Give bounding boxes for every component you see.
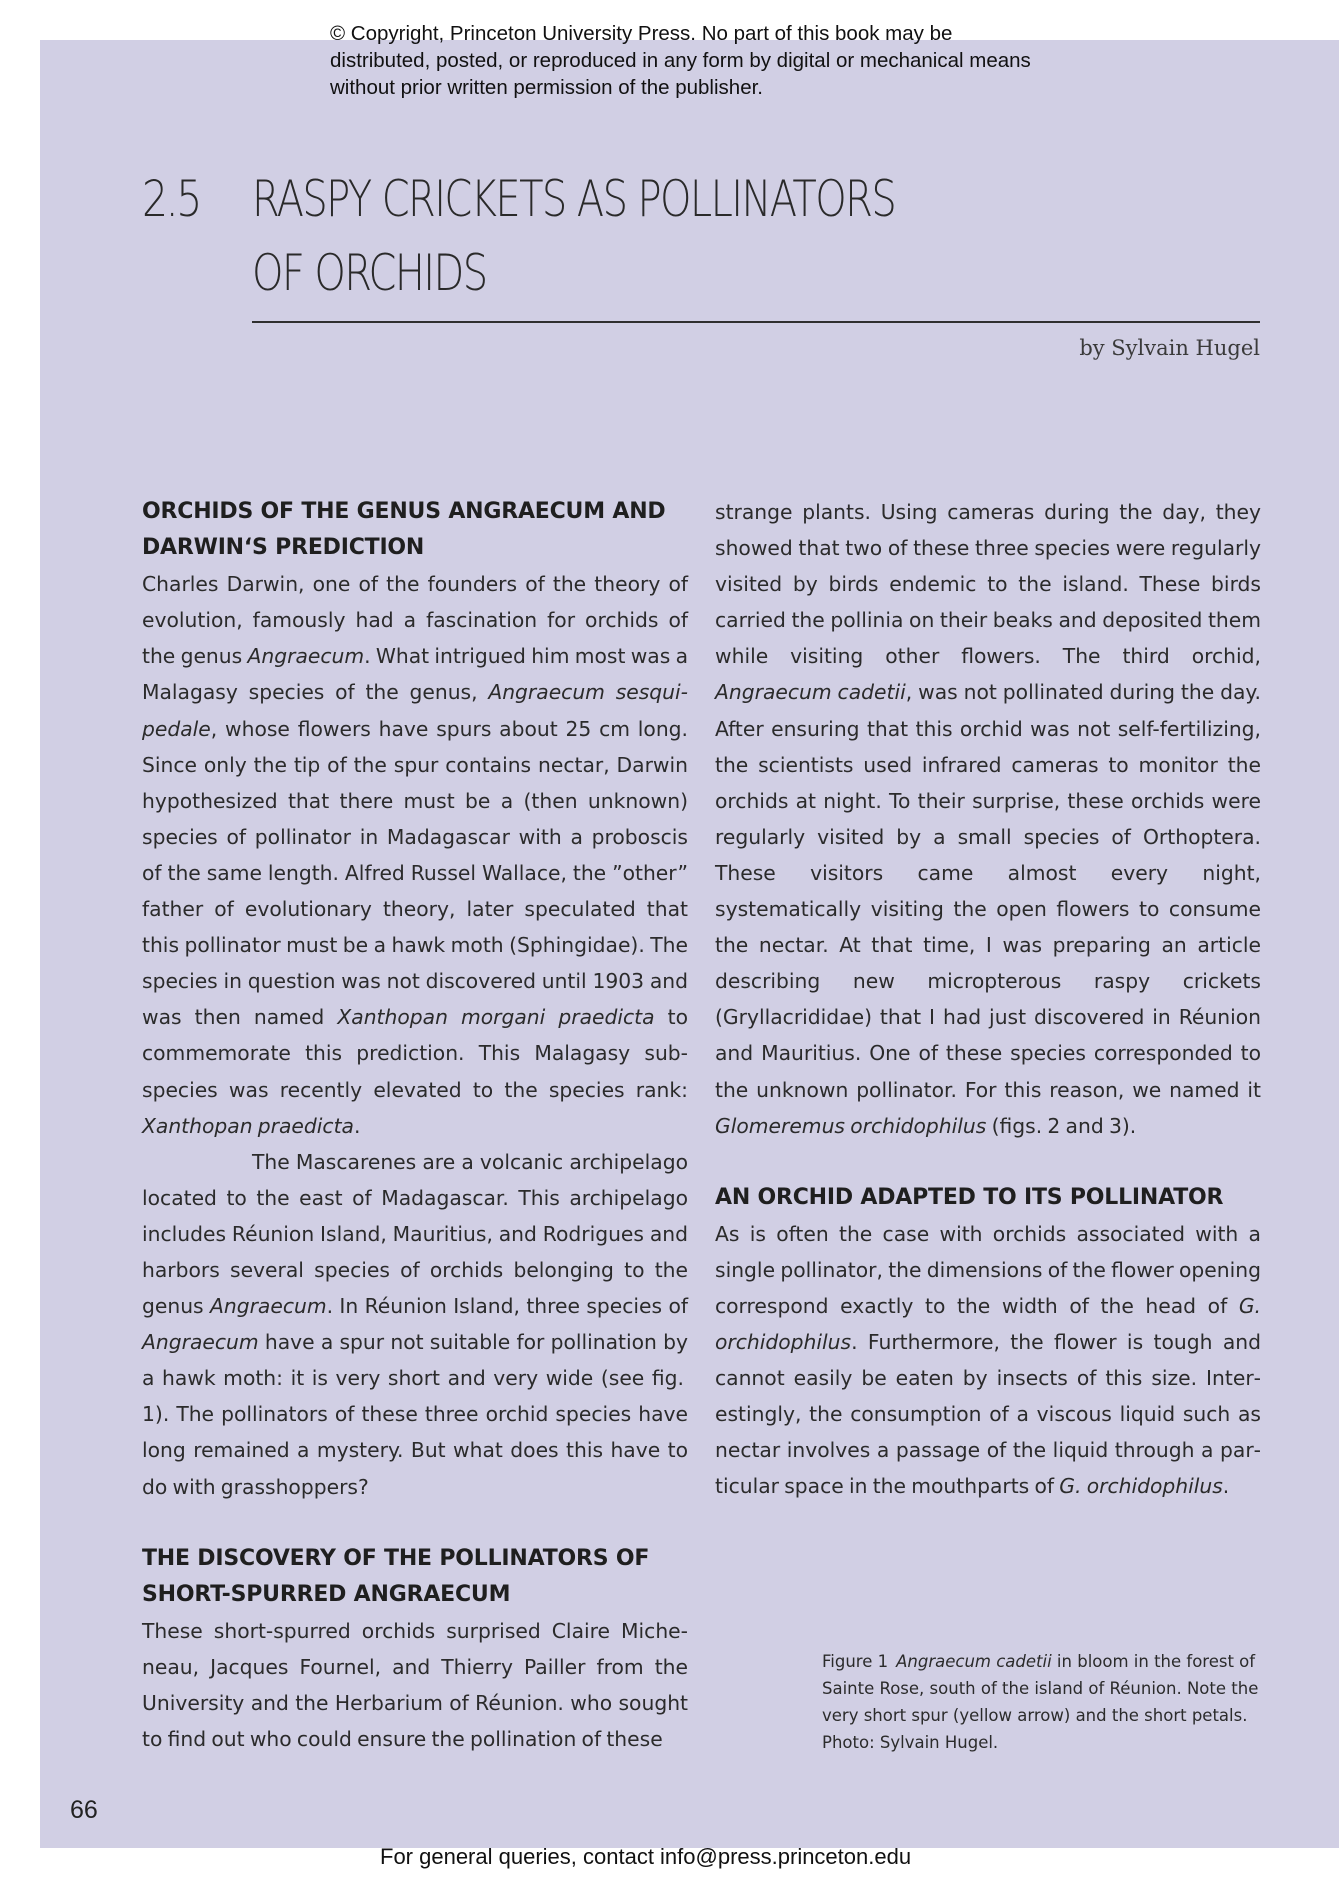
chapter-title-line-1: RASPY CRICKETS AS POLLINATORS [252,170,896,228]
chapter-title [252,162,1132,310]
figure-species: Angraecum cadetii [896,1652,1052,1671]
chapter-title-line-2: OF ORCHIDS [252,244,487,302]
paragraph-mascarenes: The Mascarenes are a volcanic archipelago located to the east of Madagascar. This archipelago includes Réunion Island, Mauritius, and Rodrigues and harbors several species of orchids belonging to the genus Angraecum. In Réunion Island, three species of Angraecum have a spur not suitable for pollination by a hawk moth: it is very short and very wide (see fig. 1). The pollinators of these three orchid species have long remained a mystery. But what does this have to do with grasshoppers? [142,1149,688,1499]
paragraph-adaptation: As is often the case with orchids associated with a single pollinator, the dimensions of the flower opening correspond exactly to the width of the head of G. orchidophilus. Furthermore, the flower is tough and cannot easily be eaten by insects of this size. Interestingly, the consumption of a viscous liquid such as nectar involves a passage of the liquid through a particular space in the mouthparts of G. orchidophilus. [715,1221,1261,1499]
figure-caption [822,1648,1267,1756]
title-divider [252,321,1260,323]
chapter-number: 2.5 [142,170,200,228]
paragraph-darwin-prediction: Charles Darwin, one of the founders of the theory of evolution, famously had a fascination for orchids of the genus Angraecum. What intrigued him most was a Malagasy species of the genus, Angraecum sesquipedale, whose flowers have spurs about 25 cm long. Since only the tip of the spur contains nectar, Darwin hypothesized that there must be a (then unknown) species of pollinator in Madagascar with a proboscis of the same length. Alfred Russel Wallace, the ”other” father of evolutionary theory, later speculated that this pollinator must be a hawk moth (Sphingidae). The species in question was not discovered until 1903 and was then named Xanthopan morgani praedicta to commemorate this prediction. This Malagasy subspecies was recently elevated to the species rank: Xanthopan praedicta. [142,572,689,1138]
left-column [142,494,688,1757]
figure-label: Figure 1 [822,1652,889,1671]
section-heading-discovery: THE DISCOVERY OF THE POLLINATORS OF SHORT-SPURRED ANGRAECUM [142,1545,650,1607]
right-column [715,494,1261,1505]
page-number: 66 [70,1796,98,1824]
paragraph-discovery-continued: strange plants. Using cameras during the day, they showed that two of these three species were regularly visited by birds endemic to the island. These birds carried the pollinia on their beaks and deposited them while visiting other flowers. The third orchid, Angraecum cadetii, was not pollinated during the day. After ensuring that this orchid was not self-fertilizing, the scientists used infrared cameras to monitor the orchids at night. To their surprise, these orchids were regularly visited by a small species of Orthoptera. These visitors came almost every night, systematically visiting the open flowers to consume the nectar. At that time, I was preparing an article describing new micropterous raspy crickets (Gryllacrididae) that I had just discovered in Réunion and Mauritius. One of these species corresponded to the unknown pollinator. For this reason, we named it Glomeremus orchidophilus (figs. 2 and 3). [715,500,1261,1138]
paragraph-discovery-start: These short-spurred orchids surprised Claire Micheneau, Jacques Fournel, and Thierry Pailler from the University and the Herbarium of Réunion. who sought to find out who could ensure the pollination of these [142,1618,688,1752]
section-heading-darwin: ORCHIDS OF THE GENUS ANGRAECUM AND DARWIN‘S PREDICTION [142,499,666,561]
footer-contact: For general queries, contact info@press.princeton.edu [380,1844,912,1869]
author-byline: by Sylvain Hugel [1079,336,1260,360]
figure-caption-text: in bloom in the forest of Sainte Rose, south of the island of Réunion. Note the very short spur (yellow arrow) and the short petals. Photo: Sylvain Hugel. [822,1652,1259,1752]
copyright-notice: © Copyright, Princeton University Press. No part of this book may be distributed, posted, or reproduced in any form by digital or mechanical means without prior written permission of the publisher. [330,22,1031,99]
section-heading-adaptation: AN ORCHID ADAPTED TO ITS POLLINATOR [715,1184,1224,1210]
